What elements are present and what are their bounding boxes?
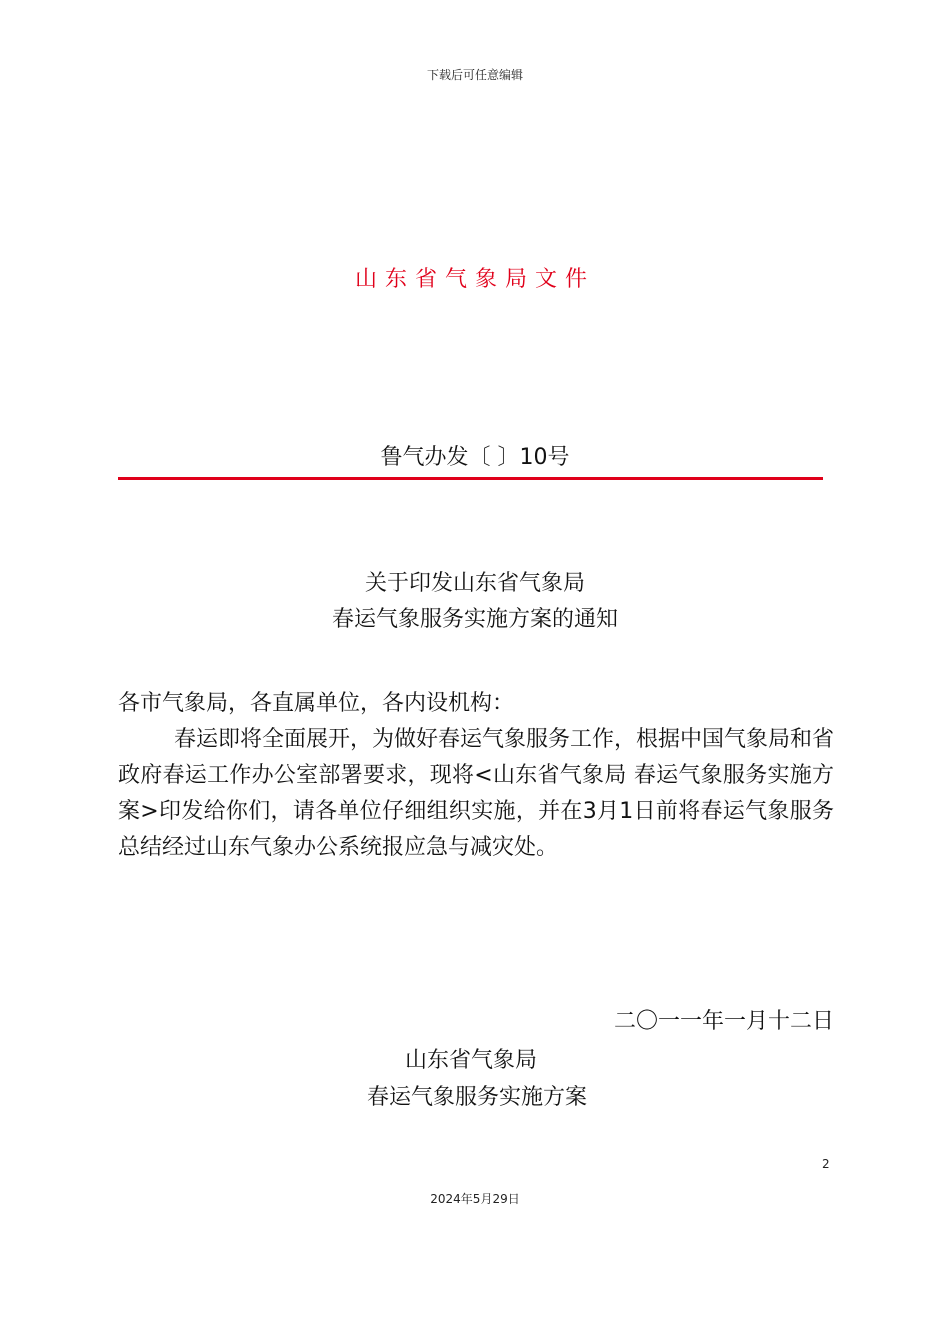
- subject-line-2: 春运气象服务实施方案的通知: [331, 607, 618, 632]
- footer-date: 2024年5月29日: [430, 1192, 520, 1206]
- subject-line-1: 关于印发山东省气象局: [364, 571, 585, 596]
- letterhead-title: 山东省气象局文件: [354, 267, 595, 292]
- document-subject: [0, 566, 950, 638]
- issue-date: 二〇一一年一月十二日: [613, 1009, 834, 1034]
- document-body: [118, 686, 834, 866]
- document-number: 鲁气办发〔 〕10号: [380, 445, 570, 470]
- letterhead-divider: [118, 477, 823, 480]
- signing-organization: 山东省气象局: [405, 1048, 538, 1073]
- attachment-title: 春运气象服务实施方案: [367, 1085, 588, 1110]
- page-number: 2: [822, 1157, 830, 1171]
- salutation: 各市气象局，各直属单位，各内设机构：: [118, 691, 515, 716]
- header-note: 下载后可任意编辑: [426, 68, 523, 82]
- body-paragraph: 春运即将全面展开，为做好春运气象服务工作，根据中国气象局和省政府春运工作办公室部署要求，现将<山东省气象局 春运气象服务实施方案>印发给你们，请各单位仔细组织实施，并在3月1日前将春运气象服务总结经过山东气象办公系统报应急与减灾处。: [118, 727, 835, 860]
